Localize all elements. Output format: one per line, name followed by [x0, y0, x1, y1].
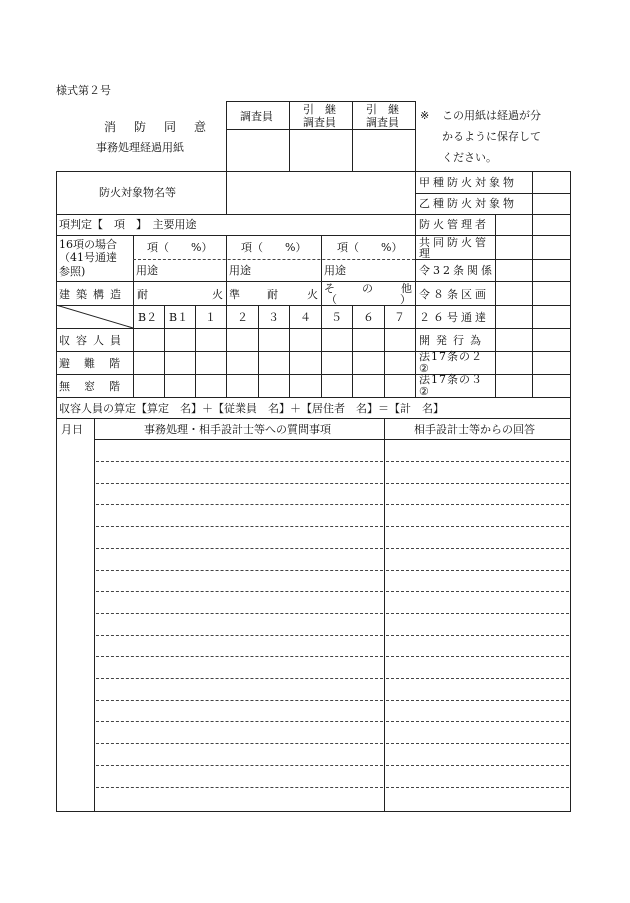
floor-1: １ — [205, 311, 216, 324]
capacity-label: 収容人員 — [59, 334, 127, 347]
writing-line — [386, 526, 569, 527]
semi-b: 耐 — [267, 288, 278, 301]
ratio-label-3: 項（ %） — [337, 241, 403, 254]
class-b-label: 乙種防火対象物 — [419, 197, 517, 210]
note-line3: ください。 — [442, 151, 497, 164]
writing-line — [386, 743, 569, 744]
law17-3-line2: ② — [419, 385, 429, 398]
col-date-header: 月日 — [61, 423, 83, 436]
writing-line — [96, 678, 383, 679]
writing-line — [96, 548, 383, 549]
floor-7: ７ — [394, 311, 405, 324]
writing-line — [386, 787, 569, 788]
semi-a: 準 — [229, 288, 240, 301]
other-a: そ — [324, 282, 335, 295]
capacity-calc-label: 収容人員の算定【算定 名】＋【従業員 名】＋【居住者 名】＝【計 名】 — [59, 402, 444, 415]
joint-fire-line1: 共同防火管 — [419, 236, 489, 249]
writing-line — [96, 765, 383, 766]
joint-fire-line2: 理 — [419, 247, 430, 260]
law17-3-line1: 法17条の３ — [419, 373, 483, 386]
form-title-line2: 事務処理経過用紙 — [96, 141, 184, 154]
floor-6: ６ — [363, 311, 374, 324]
notice26-label: ２６号通達 — [419, 311, 489, 324]
writing-line — [96, 787, 383, 788]
paren-open: （ — [326, 293, 337, 306]
col-handover1-a: 引 継 — [303, 103, 336, 116]
writing-line — [386, 548, 569, 549]
floor-4: ４ — [300, 311, 311, 324]
col-handover1-b: 調査員 — [303, 116, 336, 129]
writing-line — [386, 656, 569, 657]
writing-line — [96, 526, 383, 527]
law17-2-line2: ② — [419, 362, 429, 375]
use-label-1: 用途 — [136, 264, 158, 277]
writing-line — [96, 743, 383, 744]
writing-line — [386, 591, 569, 592]
paren-close: ） — [400, 293, 411, 306]
writing-line — [386, 678, 569, 679]
ord8-label: 令８条区画 — [419, 288, 489, 301]
floor-b2: B２ — [138, 311, 158, 324]
structure-label: 建築構造 — [59, 288, 127, 301]
other-c: 他 — [401, 282, 412, 295]
use-label-2: 用途 — [229, 264, 251, 277]
form-title-line1: 消 防 同 意 — [104, 120, 210, 134]
writing-line — [96, 656, 383, 657]
writing-line — [96, 721, 383, 722]
writing-line — [386, 613, 569, 614]
fireproof-b: 火 — [212, 288, 223, 301]
floor-5: ５ — [331, 311, 342, 324]
use-label-3: 用途 — [324, 264, 346, 277]
writing-line — [386, 635, 569, 636]
ratio-label-2: 項（ %） — [241, 241, 307, 254]
col-investigator: 調査員 — [240, 110, 273, 123]
floor-b1: B１ — [169, 311, 189, 324]
ratio-label-1: 項（ %） — [147, 241, 213, 254]
col-question-header: 事務処理・相手設計士等への質問事項 — [144, 423, 331, 436]
other-b: の — [362, 282, 373, 295]
note-line2: かるように保存して — [442, 130, 541, 143]
fire-manager-label: 防火管理者 — [419, 218, 489, 231]
item16-line2: （41号通達 — [59, 251, 117, 264]
col-handover2-a: 引 継 — [366, 103, 399, 116]
writing-line — [96, 504, 383, 505]
writing-line — [386, 721, 569, 722]
writing-line — [96, 700, 383, 701]
development-label: 開発行為 — [419, 334, 487, 347]
col-answer-header: 相手設計士等からの回答 — [414, 423, 535, 436]
writing-line — [386, 765, 569, 766]
semi-c: 火 — [307, 288, 318, 301]
writing-line — [96, 613, 383, 614]
writing-line — [386, 700, 569, 701]
col-handover2-b: 調査員 — [366, 116, 399, 129]
note-line1: この用紙は経過が分 — [442, 109, 541, 122]
item16-line1: 16項の場合 — [59, 238, 117, 251]
note-mark: ※ — [420, 109, 430, 122]
class-a-label: 甲種防火対象物 — [419, 176, 517, 189]
form-number: 様式第２号 — [56, 84, 111, 97]
writing-line — [386, 504, 569, 505]
item16-line3: 参照) — [59, 265, 86, 278]
writing-line — [96, 591, 383, 592]
writing-line — [386, 461, 569, 462]
windowless-label: 無窓階 — [59, 380, 134, 393]
evac-floor-label: 避難階 — [59, 357, 134, 370]
writing-line — [386, 570, 569, 571]
writing-line — [96, 570, 383, 571]
floor-2: ２ — [237, 311, 248, 324]
writing-line — [96, 483, 383, 484]
writing-line — [386, 483, 569, 484]
floor-3: ３ — [268, 311, 279, 324]
diagonal-slash — [56, 305, 134, 329]
writing-line — [96, 635, 383, 636]
law17-2-line1: 法17条の２ — [419, 350, 483, 363]
fireproof-a: 耐 — [137, 288, 148, 301]
object-name-label: 防火対象物名等 — [99, 186, 176, 199]
writing-line — [96, 461, 383, 462]
item-judgment-label: 項判定【 項 】 主要用途 — [59, 218, 197, 231]
ord32-label: 令32条関係 — [419, 264, 495, 277]
